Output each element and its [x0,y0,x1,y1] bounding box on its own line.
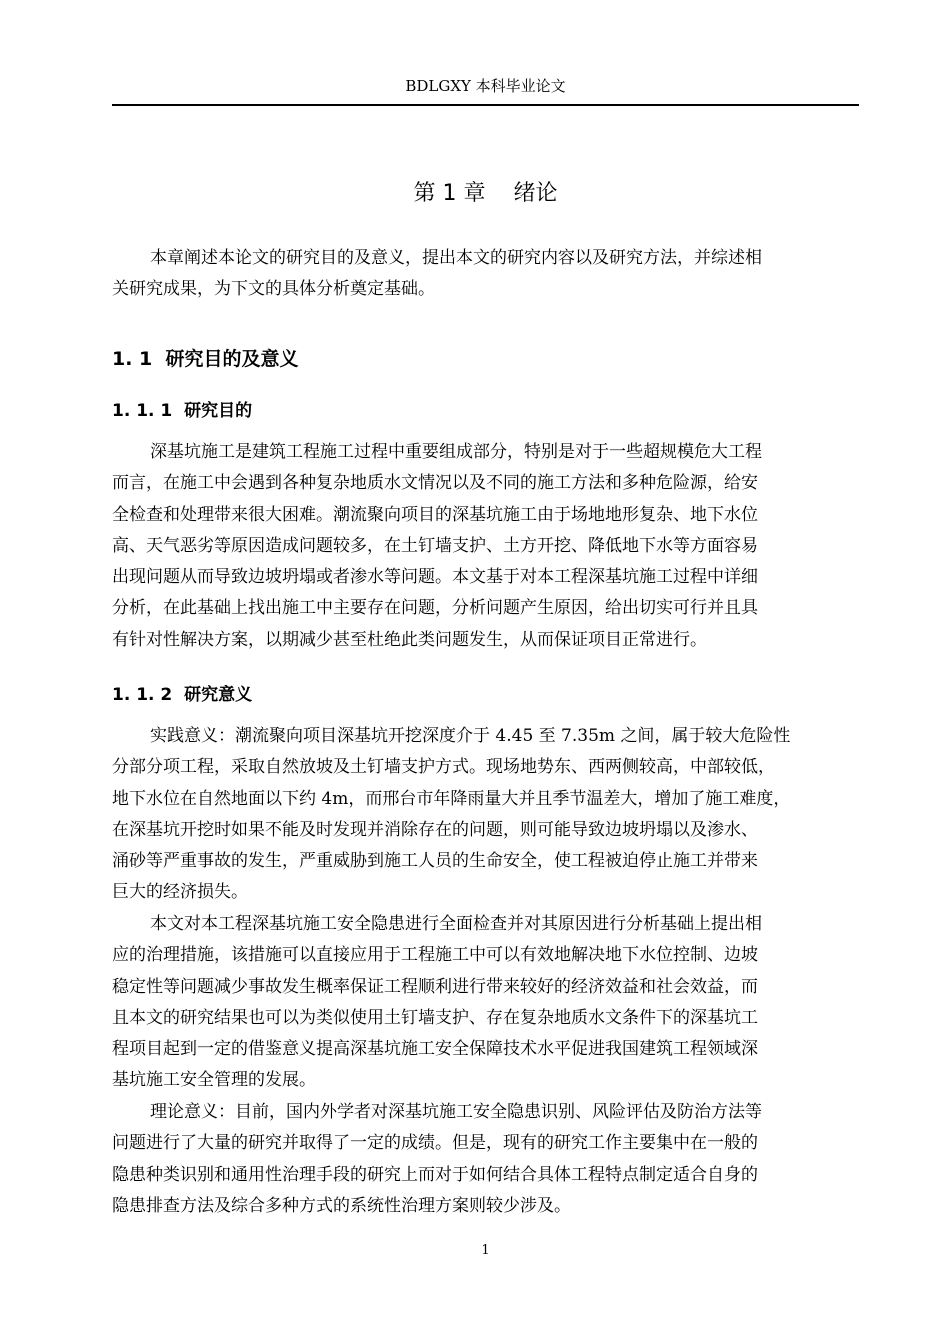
text-line: 本章阐述本论文的研究目的及意义，提出本文的研究内容以及研究方法，并综述相 [150,248,762,268]
text-line: 理论意义：目前，国内外学者对深基坑施工安全隐患识别、风险评估及防治方法等 [150,1102,762,1122]
research-purpose-paragraph [112,437,860,656]
text-line: 高、天气恶劣等原因造成问题较多，在土钉墙支护、土方开挖、降低地下水等方面容易 [112,535,758,556]
text-line: 深基坑施工是建筑工程施工过程中重要组成部分，特别是对于一些超规模危大工程 [150,442,762,462]
text-line: 稳定性等问题减少事故发生概率保证工程顺利进行带来较好的经济效益和社会效益，而 [112,976,758,997]
text-line: 分析，在此基础上找出施工中主要存在问题，分析问题产生原因，给出切实可行并且具 [112,598,758,619]
section-heading-1-1-2: 1. 1. 2 研究意义 [112,685,253,705]
text-line: 在深基坑开挖时如果不能及时发现并消除存在的问题，则可能导致边坡坍塌以及渗水、 [112,819,758,840]
application-paragraph [112,909,860,1097]
theoretical-significance-paragraph [112,1097,860,1222]
text-line: 基坑施工安全管理的发展。 [112,1070,316,1091]
section-heading-1-1-1: 1. 1. 1 研究目的 [112,401,253,421]
text-line: 地下水位在自然地面以下约 4m，而邢台市年降雨量大并且季节温差大，增加了施工难度， [112,788,791,809]
text-line: 本文对本工程深基坑施工安全隐患进行全面检查并对其原因进行分析基础上提出相 [150,914,762,934]
text-line: 问题进行了大量的研究并取得了一定的成绩。但是，现有的研究工作主要集中在一般的 [112,1133,758,1154]
text-line: 且本文的研究结果也可以为类似使用土钉墙支护、存在复杂地质水文条件下的深基坑工 [112,1007,758,1028]
text-line: 出现问题从而导致边坡坍塌或者渗水等问题。本文基于对本工程深基坑施工过程中详细 [112,567,758,588]
page-header [112,76,859,106]
page-number: 1 [481,1243,490,1258]
header-text: BDLGXY 本科毕业论文 [405,77,566,95]
text-line: 应的治理措施，该措施可以直接应用于工程施工中可以有效地解决地下水位控制、边坡 [112,945,758,966]
section-heading-1-1: 1. 1 研究目的及意义 [112,348,299,370]
text-line: 实践意义：潮流聚向项目深基坑开挖深度介于 4.45 至 7.35m 之间，属于较大危险性 [150,726,791,746]
practical-significance-paragraph [112,721,860,909]
intro-paragraph [112,243,860,306]
text-line: 有针对性解决方案，以期减少甚至杜绝此类问题发生，从而保证项目正常进行。 [112,629,707,650]
text-line: 关研究成果，为下文的具体分析奠定基础。 [112,279,435,300]
text-line: 涌砂等严重事故的发生，严重威胁到施工人员的生命安全，使工程被迫停止施工并带来 [112,851,758,872]
text-line: 分部分项工程，采取自然放坡及土钉墙支护方式。现场地势东、西两侧较高，中部较低， [112,757,775,778]
text-line: 程项目起到一定的借鉴意义提高深基坑施工安全保障技术水平促进我国建筑工程领域深 [112,1039,758,1060]
text-line: 而言，在施工中会遇到各种复杂地质水文情况以及不同的施工方法和多种危险源，给安 [112,473,758,494]
text-line: 全检查和处理带来很大困难。潮流聚向项目的深基坑施工由于场地地形复杂、地下水位 [112,504,758,525]
chapter-title: 第 1 章 绪论 [413,181,558,206]
text-line: 隐患种类识别和通用性治理手段的研究上而对于如何结合具体工程特点制定适合自身的 [112,1164,758,1185]
text-line: 巨大的经济损失。 [112,882,248,903]
text-line: 隐患排查方法及综合多种方式的系统性治理方案则较少涉及。 [112,1195,571,1216]
